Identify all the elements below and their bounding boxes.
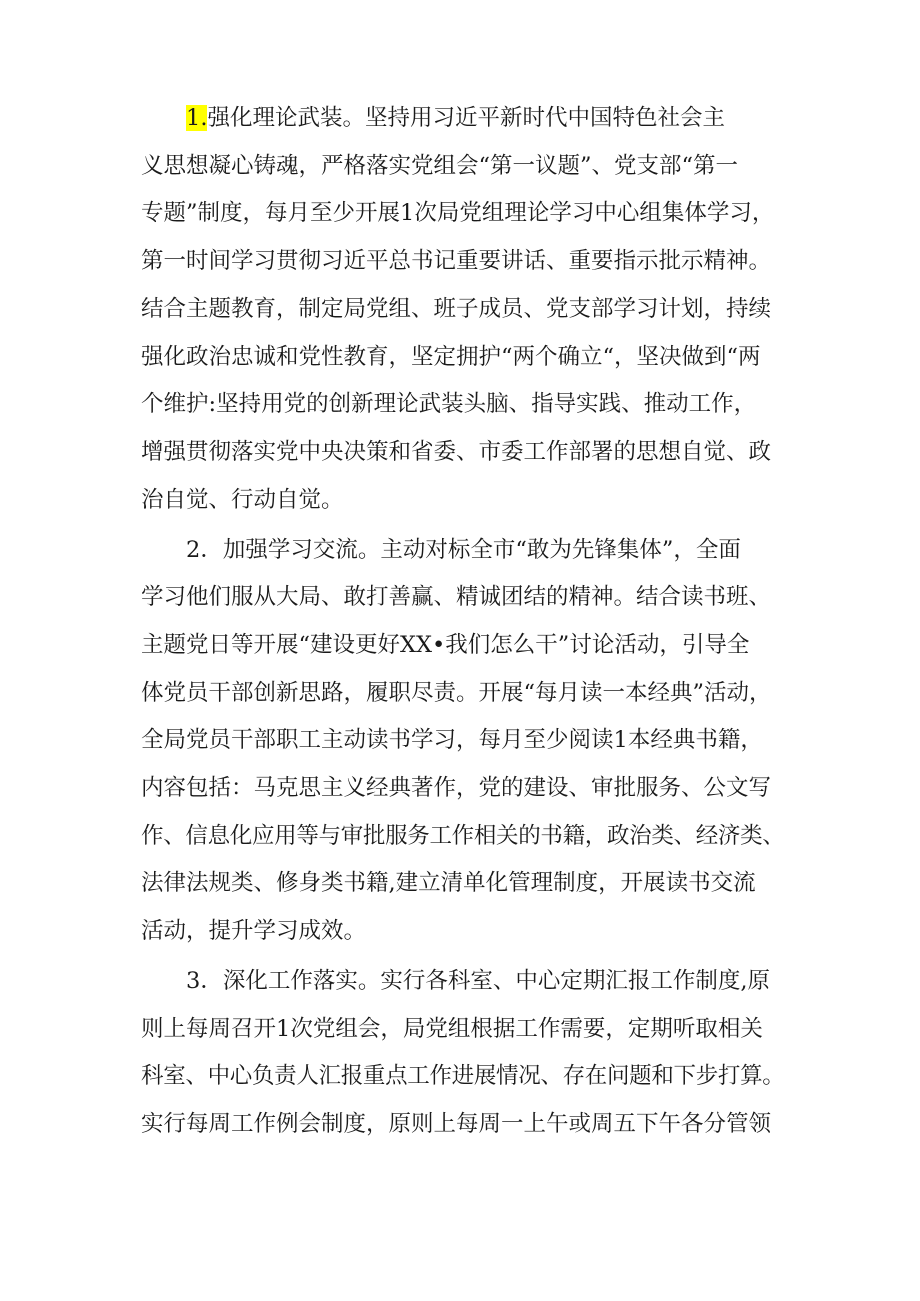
paragraph-3-line-1: 3．深化工作落实。实行各科室、中心定期汇报工作制度,原 bbox=[186, 968, 770, 994]
paragraph-number-highlight: 1. bbox=[186, 105, 208, 131]
paragraph-2-line-1: 2．加强学习交流。主动对标全市“敢为先锋集体”，全面 bbox=[186, 537, 741, 563]
paragraph-1-line-7: 个维护:坚持用党的创新理论武装头脑、指导实践、推动工作， bbox=[141, 391, 757, 417]
paragraph-1-line-8: 增强贯彻落实党中央决策和省委、市委工作部署的思想自觉、政 bbox=[141, 439, 772, 465]
paragraph-1-line-6: 强化政治忠诚和党性教育，坚定拥护“两个确立“，坚决做到“两 bbox=[141, 344, 761, 370]
paragraph-1-line-2: 义思想凝心铸魂，严格落实党组会“第一议题”、党支部“第一 bbox=[141, 153, 739, 179]
paragraph-2-line-2: 学习他们服从大局、敢打善赢、精诚团结的精神。结合读书班、 bbox=[141, 584, 772, 610]
paragraph-1-line-3: 专题”制度，每月至少开展1次局党组理论学习中心组集体学习， bbox=[141, 200, 775, 226]
paragraph-2-line-4: 体党员干部创新思路，履职尽责。开展“每月读一本经典”活动， bbox=[141, 680, 772, 706]
paragraph-2-line-5: 全局党员干部职工主动读书学习，每月至少阅读1本经典书籍， bbox=[141, 727, 763, 753]
paragraph-3-line-2: 则上每周召开1次党组会，局党组根据工作需要，定期听取相关 bbox=[141, 1016, 763, 1042]
paragraph-1-line-9: 治自觉、行动自觉。 bbox=[141, 487, 344, 513]
paragraph-2-line-9: 活动，提升学习成效。 bbox=[141, 918, 367, 944]
paragraph-1-line-4: 第一时间学习贯彻习近平总书记重要讲话、重要指示批示精神。 bbox=[141, 248, 772, 274]
line-text: 强化理论武装。坚持用习近平新时代中国特色社会主 bbox=[207, 105, 725, 131]
paragraph-3-line-4: 实行每周工作例会制度，原则上每周一上午或周五下午各分管领 bbox=[141, 1111, 772, 1137]
paragraph-3-line-3: 科室、中心负责人汇报重点工作进展情况、存在问题和下步打算。 bbox=[141, 1063, 785, 1089]
paragraph-2-line-6: 内容包括：马克思主义经典著作，党的建设、审批服务、公文写 bbox=[141, 775, 772, 801]
paragraph-1-line-1 bbox=[186, 98, 725, 138]
paragraph-1-line-5: 结合主题教育，制定局党组、班子成员、党支部学习计划，持续 bbox=[141, 296, 772, 322]
paragraph-2-line-7: 作、信息化应用等与审批服务工作相关的书籍，政治类、经济类、 bbox=[141, 823, 785, 849]
paragraph-2-line-8: 法律法规类、修身类书籍,建立清单化管理制度，开展读书交流 bbox=[141, 870, 756, 896]
paragraph-2-line-3: 主题党日等开展“建设更好XX•我们怎么干”讨论活动，引导全 bbox=[141, 632, 750, 658]
